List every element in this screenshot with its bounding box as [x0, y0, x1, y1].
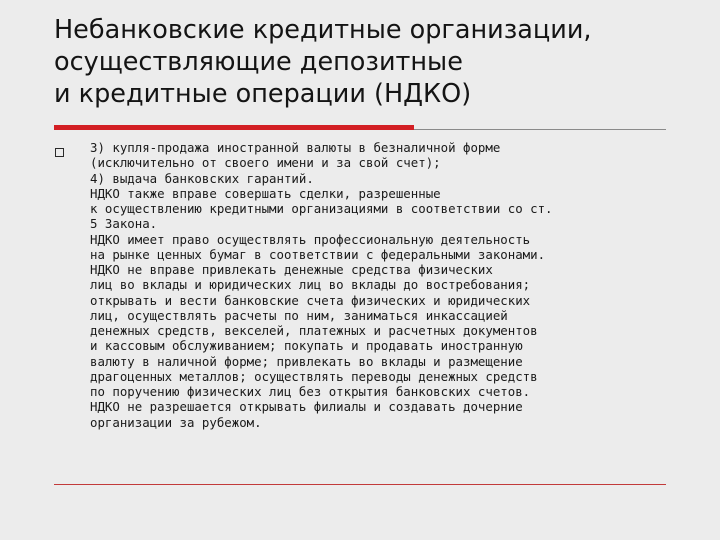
body-line: НДКО также вправе совершать сделки, разрешенные	[90, 185, 441, 201]
body-line: на рынке ценных бумаг в соответствии с федеральными законами.	[90, 246, 546, 262]
body-line: открывать и вести банковские счета физических и юридических	[90, 292, 531, 308]
body-line: 3) купля-продажа иностранной валюты в безналичной форме	[90, 140, 501, 155]
bullet-body-text	[90, 140, 690, 430]
title-line-1: Небанковские кредитные организации,	[54, 15, 592, 45]
body-line: НДКО не разрешается открывать филиалы и создавать дочерние	[90, 399, 523, 415]
body-line: 4) выдача банковских гарантий.	[90, 170, 314, 186]
slide-title	[54, 14, 694, 110]
title-underline-divider	[414, 129, 666, 130]
title-line-3: и кредитные операции (НДКО)	[54, 79, 472, 109]
body-line: НДКО имеет право осуществлять профессиональную деятельность	[90, 231, 531, 247]
body-line: к осуществлению кредитными организациями в соответствии со ст.	[90, 201, 553, 216]
title-underline-accent	[54, 125, 414, 130]
body-line: и кассовым обслуживанием; покупать и продавать иностранную	[90, 338, 523, 354]
body-line: лиц, осуществлять расчеты по ним, заниматься инкассацией	[90, 307, 508, 323]
title-line-2: осуществляющие депозитные	[54, 47, 463, 77]
body-line: валюту в наличной форме; привлекать во вклады и размещение	[90, 353, 523, 369]
body-line: драгоценных металлов; осуществлять переводы денежных средств	[90, 368, 538, 384]
body-line: организации за рубежом.	[90, 414, 262, 430]
body-line: лиц во вклады и юридических лиц во вклады до востребования;	[90, 277, 531, 293]
hollow-square-bullet-icon	[55, 148, 64, 157]
body-line: денежных средств, векселей, платежных и расчетных документов	[90, 323, 538, 338]
footer-divider	[54, 484, 666, 485]
body-line: (исключительно от своего имени и за свой счет);	[90, 155, 441, 171]
body-line: 5 Закона.	[90, 216, 158, 232]
body-line: НДКО не вправе привлекать денежные средства физических	[90, 262, 493, 277]
body-line: по поручению физических лиц без открытия банковских счетов.	[90, 384, 531, 399]
